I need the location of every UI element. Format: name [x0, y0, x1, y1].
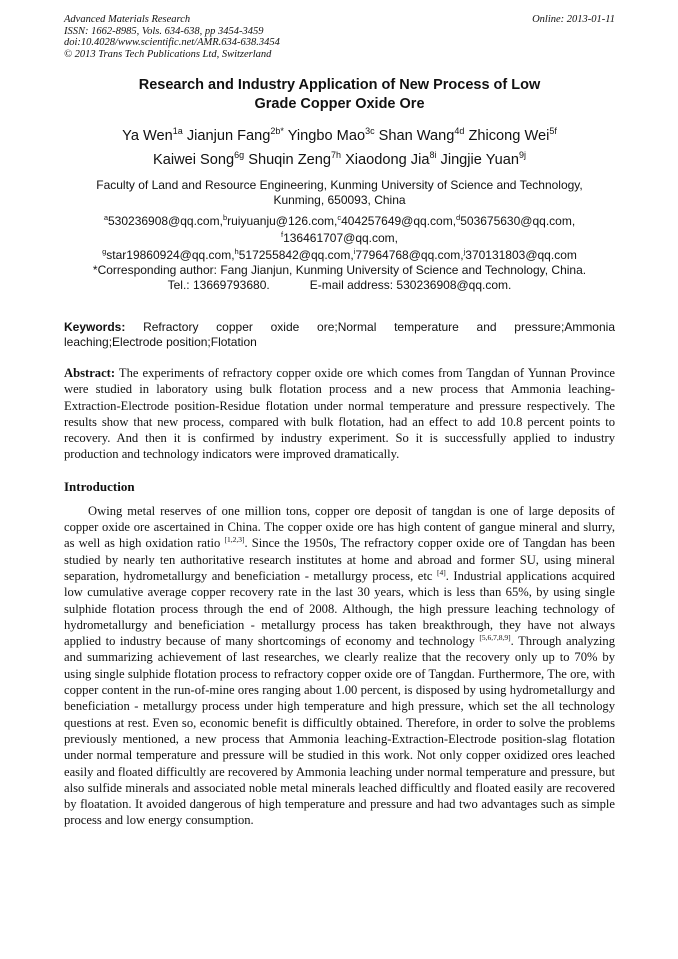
journal-header [64, 14, 615, 60]
email-link[interactable]: 77964768@qq.com, [355, 248, 464, 262]
online-date: Online: 2013-01-11 [532, 14, 615, 25]
journal-name: Advanced Materials Research [64, 14, 191, 25]
author-list [64, 124, 615, 172]
email-link[interactable]: 404257649@qq.com, [341, 214, 457, 228]
email-line-2: $^f$136461707@qq.com, [280, 230, 399, 245]
issn-line: ISSN: 1662-8985, Vols. 634-638, pp 3454-3459 [64, 25, 264, 37]
author: Jianjun Fang$^{2b*}$ [186, 126, 284, 144]
affiliation-line-1: Faculty of Land and Resource Engineering, Kunming University of Science and Technology, [96, 178, 583, 192]
contact-email[interactable]: E-mail address: 530236908@qq.com. [309, 278, 512, 292]
email-link[interactable]: 530236908@qq.com, [108, 214, 223, 228]
copyright-line: © 2013 Trans Tech Publications Ltd, Switzerland [64, 48, 272, 60]
keywords [64, 320, 615, 350]
telephone: Tel.: 13669793680. [167, 278, 270, 292]
email-link[interactable]: star19860924@qq.com, [106, 248, 235, 262]
affiliation [64, 178, 615, 208]
paper-page [64, 14, 615, 829]
section-heading-introduction: Introduction [64, 478, 135, 494]
doi-line[interactable]: doi:10.4028/www.scientific.net/AMR.634-638.3454 [64, 37, 280, 48]
author: Jingjie Yuan$^{9j}$ [440, 150, 526, 168]
author: Yingbo Mao$^{3c}$ [287, 126, 375, 144]
corresponding-author: *Corresponding author: Fang Jianjun, Kunming University of Science and Technology, China. [92, 263, 587, 277]
author-row-2 [64, 148, 615, 172]
title-line-2: Grade Copper Oxide Ore [254, 96, 425, 112]
affiliation-line-2: Kunming, 650093, China [273, 193, 406, 207]
author-emails [64, 214, 615, 293]
abstract [64, 365, 615, 463]
author: Xiaodong Jia$^{8i}$ [345, 150, 437, 168]
introduction-paragraph: Owing metal reserves of one million tons, copper ore deposit of tangdan is one of large deposits of copper oxide ore ascertained in China. The copper oxide ore has high content of gangue mineral and slurry, as well as high oxidation ratio [1,2,3]. Since the 1950s, The refractory copper oxide ore of Tangdan has been studied by nearly ten authoritative research institutes at home and abroad and former SU, using mineral separation, hydrometallurgy and beneficiation - metallurgy process, etc [4]. Industrial applications acquired low cumulative average copper recovery rate in the last 30 years, which is less than 65%, by using single sulphide flotation process through the end of 2008. Although, the high pressure leaching technology of hydrometallurgy and beneficiation - metallurgy process has taken breakthrough, they have not always applied to industry because of many shortcomings of economy and technology [5,6,7,8,9]. Through analyzing and summarizing achievement of last researches, we clearly realize that the recovery only up to 70% by using single sulphide flotation process to refractory copper oxide ore of Tangdan. Furthermore, The ore, with copper content in the run-of-mine ores ranging about 1.00 percent, is disposed by using hydrometallurgy and beneficiation - metallurgy process under high temperature and high pressure, which set the all technology questions at rest. Even so, economic benefit is difficultly obtained. Therefore, in order to solve the problems previously mentioned, a new process that Ammonia leaching-Extraction-Electrode position-slag flotation under normal temperature and pressure will be studied in this work. Not only copper oxidized ores leached easily and floated difficultly are recovered by Ammonia leaching under normal temperature and pressure, but also sulfide minerals and associated noble metal minerals leached difficultly and floated easily are recovered by floatation. It avoided dangerous of high temperature and pressure and had two advantages such as simple process and low energy consumption. [64, 503, 616, 828]
email-line-3: $^g$star19860924@qq.com,$^h$517255842@qq.com,$^i$77964768@qq.com,$^j$370131803@qq.com [102, 247, 577, 262]
author: Shuqin Zeng$^{7h}$ [248, 150, 341, 168]
citation[interactable]: [5,6,7,8,9] [479, 633, 511, 643]
title-line-1: Research and Industry Application of New Process of Low [138, 77, 541, 93]
email-line-1: $^a$530236908@qq.com,$^b$ruiyuanju@126.com,$^c$404257649@qq.com,$^d$503675630@qq.com, [103, 213, 576, 228]
email-link[interactable]: 517255842@qq.com, [238, 248, 354, 262]
email-link[interactable]: 370131803@qq.com [465, 248, 577, 262]
keywords-label: Keywords: [64, 320, 126, 334]
citation[interactable]: [4] [436, 567, 446, 577]
email-link[interactable]: 503675630@qq.com, [460, 214, 576, 228]
author: Ya Wen$^{1a}$ [122, 126, 183, 144]
author: Shan Wang$^{4d}$ [378, 126, 465, 144]
keywords-text: Refractory copper oxide ore;Normal temperature and pressure;Ammonia leaching;Electrode position;Flotation [64, 320, 615, 349]
email-link[interactable]: ruiyuanju@126.com, [227, 214, 338, 228]
contact-line [64, 278, 615, 293]
abstract-text: The experiments of refractory copper oxide ore which comes from Tangdan of Yunnan Province were studied in laboratory using bulk flotation process and a new process that Ammonia leaching-Extraction-Electrode position-Residue flotation under normal temperature and pressure respectively. The results show that new process, compared with bulk flotation, had an effect to add 10.8 percent points to recovery. And then it is confirmed by industry experiment. So it is successfully applied to industry production and technology indicators were improved dramatically. [64, 366, 615, 462]
author-row-1 [64, 124, 615, 148]
author: Zhicong Wei$^{5f}$ [468, 126, 557, 144]
abstract-label: Abstract: [64, 366, 116, 380]
citation[interactable]: [1,2,3] [224, 535, 245, 545]
author: Kaiwei Song$^{6g}$ [153, 150, 245, 168]
email-link[interactable]: 136461707@qq.com, [283, 231, 399, 245]
paper-title [64, 76, 615, 114]
